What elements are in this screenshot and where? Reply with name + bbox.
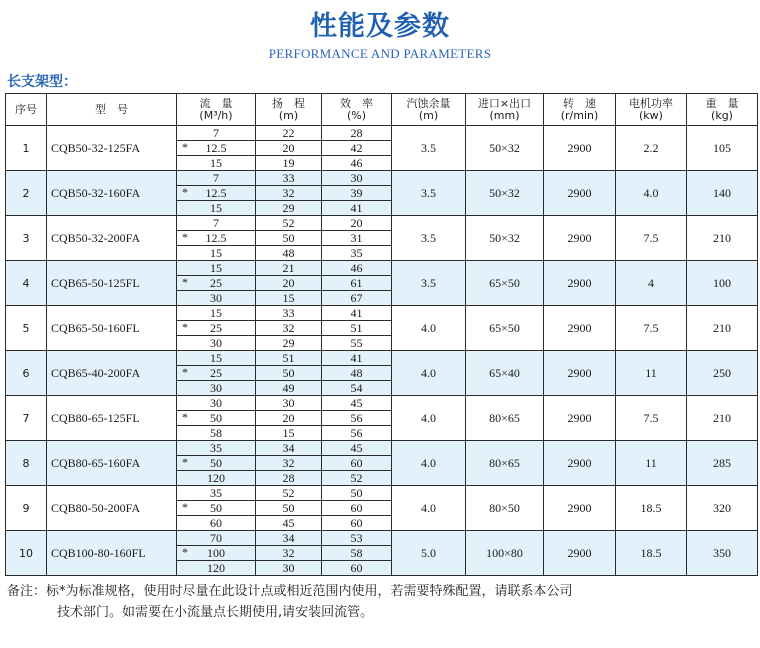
head-cell: 33	[256, 171, 322, 186]
head-cell: 34	[256, 441, 322, 456]
flow-value: 12.5	[205, 185, 227, 200]
row-number: 6	[6, 351, 47, 396]
head-cell: 52	[256, 216, 322, 231]
model-cell: CQB65-40-200FA	[47, 351, 177, 396]
efficiency-cell: 61	[322, 276, 392, 291]
head-cell: 51	[256, 351, 322, 366]
flow-value: 15	[210, 155, 222, 170]
flow-value: 30	[210, 290, 222, 305]
column-header-unit: (kw)	[639, 108, 663, 122]
head-cell: 21	[256, 261, 322, 276]
port-size-cell: 80×50	[466, 486, 544, 531]
flow-cell	[177, 441, 256, 456]
flow-cell	[177, 306, 256, 321]
flow-value: 58	[210, 425, 222, 440]
column-header	[687, 94, 758, 126]
weight-cell: 285	[687, 441, 758, 486]
section-label: 长支架型：	[7, 74, 77, 90]
speed-cell: 2900	[544, 486, 616, 531]
port-size-cell: 65×50	[466, 306, 544, 351]
weight-cell: 105	[687, 126, 758, 171]
flow-value: 7	[213, 125, 219, 140]
table-body	[6, 126, 758, 576]
flow-value: 7	[213, 170, 219, 185]
table-row	[6, 351, 758, 366]
head-cell: 50	[256, 366, 322, 381]
flow-cell	[177, 546, 256, 561]
npsh-cell: 4.0	[392, 486, 466, 531]
weight-cell: 250	[687, 351, 758, 396]
flow-cell	[177, 426, 256, 441]
flow-value: 15	[210, 245, 222, 260]
column-header	[616, 94, 687, 126]
efficiency-cell: 55	[322, 336, 392, 351]
npsh-cell: 3.5	[392, 216, 466, 261]
flow-value: 15	[210, 350, 222, 365]
flow-value: 50	[210, 410, 222, 425]
efficiency-cell: 41	[322, 306, 392, 321]
head-cell: 20	[256, 141, 322, 156]
flow-value: 60	[210, 515, 222, 530]
efficiency-cell: 54	[322, 381, 392, 396]
row-number: 3	[6, 216, 47, 261]
model-cell: CQB65-50-125FL	[47, 261, 177, 306]
npsh-cell: 5.0	[392, 531, 466, 576]
speed-cell: 2900	[544, 396, 616, 441]
flow-value: 35	[210, 485, 222, 500]
head-cell: 29	[256, 201, 322, 216]
power-cell: 18.5	[616, 531, 687, 576]
head-cell: 22	[256, 126, 322, 141]
head-cell: 15	[256, 291, 322, 306]
design-point-mark: *	[182, 500, 188, 514]
power-cell: 4.0	[616, 171, 687, 216]
efficiency-cell: 60	[322, 561, 392, 576]
speed-cell: 2900	[544, 441, 616, 486]
row-number: 10	[6, 531, 47, 576]
flow-value: 30	[210, 380, 222, 395]
table-row	[6, 306, 758, 321]
weight-cell: 140	[687, 171, 758, 216]
head-cell: 20	[256, 411, 322, 426]
flow-value: 120	[207, 470, 225, 485]
flow-value: 50	[210, 455, 222, 470]
column-header-label: 重 量	[705, 96, 739, 110]
design-point-mark: *	[182, 140, 188, 154]
efficiency-cell: 56	[322, 411, 392, 426]
column-header-label: 汽蚀余量	[406, 96, 451, 110]
power-cell: 7.5	[616, 396, 687, 441]
performance-table	[5, 93, 758, 576]
port-size-cell: 80×65	[466, 441, 544, 486]
efficiency-cell: 60	[322, 501, 392, 516]
npsh-cell: 4.0	[392, 351, 466, 396]
head-cell: 28	[256, 471, 322, 486]
head-cell: 30	[256, 561, 322, 576]
row-number: 5	[6, 306, 47, 351]
efficiency-cell: 31	[322, 231, 392, 246]
column-header-unit: (%)	[346, 108, 367, 122]
efficiency-cell: 60	[322, 456, 392, 471]
column-header	[392, 94, 466, 126]
flow-cell	[177, 171, 256, 186]
column-header-label: 效 率	[340, 96, 373, 110]
port-size-cell: 100×80	[466, 531, 544, 576]
weight-cell: 100	[687, 261, 758, 306]
footnote-line-1: 备注：标*为标准规格，使用时尽量在此设计点或相近范围内使用，若需要特殊配置，请联系本公司	[7, 584, 573, 599]
power-cell: 11	[616, 351, 687, 396]
column-header	[466, 94, 544, 126]
efficiency-cell: 48	[322, 366, 392, 381]
flow-cell	[177, 276, 256, 291]
model-cell: CQB80-50-200FA	[47, 486, 177, 531]
flow-cell	[177, 531, 256, 546]
flow-cell	[177, 351, 256, 366]
column-header-label: 扬 程	[272, 96, 305, 110]
table-row	[6, 441, 758, 456]
flow-value: 30	[210, 335, 222, 350]
flow-cell	[177, 501, 256, 516]
flow-value: 15	[210, 260, 222, 275]
flow-value: 12.5	[205, 140, 227, 155]
flow-cell	[177, 471, 256, 486]
speed-cell: 2900	[544, 171, 616, 216]
flow-value: 25	[210, 275, 222, 290]
table-header-row	[6, 94, 758, 126]
column-header-label: 转 速	[563, 96, 596, 110]
head-cell: 19	[256, 156, 322, 171]
column-header	[47, 94, 177, 126]
flow-cell	[177, 381, 256, 396]
efficiency-cell: 46	[322, 156, 392, 171]
flow-cell	[177, 336, 256, 351]
footnote	[7, 581, 757, 623]
weight-cell: 210	[687, 216, 758, 261]
design-point-mark: *	[182, 185, 188, 199]
column-header	[544, 94, 616, 126]
head-cell: 33	[256, 306, 322, 321]
head-cell: 34	[256, 531, 322, 546]
speed-cell: 2900	[544, 126, 616, 171]
port-size-cell: 50×32	[466, 171, 544, 216]
efficiency-cell: 51	[322, 321, 392, 336]
flow-value: 120	[207, 560, 225, 575]
design-point-mark: *	[182, 275, 188, 289]
head-cell: 32	[256, 186, 322, 201]
flow-value: 7	[213, 215, 219, 230]
column-header	[256, 94, 322, 126]
speed-cell: 2900	[544, 261, 616, 306]
model-cell: CQB80-65-125FL	[47, 396, 177, 441]
weight-cell: 210	[687, 306, 758, 351]
row-number: 1	[6, 126, 47, 171]
efficiency-cell: 28	[322, 126, 392, 141]
flow-value: 12.5	[205, 230, 227, 245]
flow-value: 50	[210, 500, 222, 515]
column-header-label: 序号	[15, 102, 37, 116]
model-cell: CQB50-32-125FA	[47, 126, 177, 171]
table-row	[6, 486, 758, 501]
flow-value: 15	[210, 200, 222, 215]
footnote-line-2: 技术部门。如需要在小流量点长期使用,请安装回流管。	[57, 605, 374, 620]
efficiency-cell: 50	[322, 486, 392, 501]
flow-cell	[177, 396, 256, 411]
design-point-mark: *	[182, 320, 188, 334]
table-row	[6, 126, 758, 141]
npsh-cell: 4.0	[392, 306, 466, 351]
row-number: 2	[6, 171, 47, 216]
column-header-unit: (mm)	[489, 108, 520, 122]
power-cell: 7.5	[616, 306, 687, 351]
efficiency-cell: 53	[322, 531, 392, 546]
efficiency-cell: 58	[322, 546, 392, 561]
efficiency-cell: 41	[322, 201, 392, 216]
power-cell: 11	[616, 441, 687, 486]
column-header-unit: (m)	[418, 108, 439, 122]
head-cell: 32	[256, 321, 322, 336]
speed-cell: 2900	[544, 531, 616, 576]
weight-cell: 320	[687, 486, 758, 531]
weight-cell: 350	[687, 531, 758, 576]
flow-value: 25	[210, 365, 222, 380]
efficiency-cell: 56	[322, 426, 392, 441]
head-cell: 20	[256, 276, 322, 291]
flow-cell	[177, 231, 256, 246]
flow-cell	[177, 126, 256, 141]
design-point-mark: *	[182, 410, 188, 424]
flow-cell	[177, 186, 256, 201]
column-header-unit: (kg)	[711, 108, 733, 122]
npsh-cell: 3.5	[392, 126, 466, 171]
flow-value: 100	[207, 545, 225, 560]
flow-cell	[177, 216, 256, 231]
page-subtitle: PERFORMANCE AND PARAMETERS	[268, 46, 492, 61]
column-header	[322, 94, 392, 126]
column-header-unit: (m)	[278, 108, 299, 122]
table-row	[6, 216, 758, 231]
flow-cell	[177, 291, 256, 306]
head-cell: 49	[256, 381, 322, 396]
efficiency-cell: 46	[322, 261, 392, 276]
head-cell: 52	[256, 486, 322, 501]
flow-cell	[177, 561, 256, 576]
head-cell: 30	[256, 396, 322, 411]
column-header-label: 电机功率	[629, 96, 673, 110]
port-size-cell: 65×50	[466, 261, 544, 306]
column-header-label: 流 量	[199, 96, 233, 110]
design-point-mark: *	[182, 230, 188, 244]
column-header-unit: (r/min)	[560, 108, 599, 122]
efficiency-cell: 52	[322, 471, 392, 486]
flow-cell	[177, 456, 256, 471]
head-cell: 32	[256, 456, 322, 471]
flow-value: 35	[210, 440, 222, 455]
table-row	[6, 171, 758, 186]
efficiency-cell: 30	[322, 171, 392, 186]
head-cell: 45	[256, 516, 322, 531]
flow-cell	[177, 486, 256, 501]
flow-cell	[177, 516, 256, 531]
port-size-cell: 80×65	[466, 396, 544, 441]
design-point-mark: *	[182, 365, 188, 379]
table-row	[6, 396, 758, 411]
design-point-mark: *	[182, 545, 188, 559]
port-size-cell: 50×32	[466, 126, 544, 171]
head-cell: 32	[256, 546, 322, 561]
power-cell: 18.5	[616, 486, 687, 531]
flow-cell	[177, 321, 256, 336]
flow-cell	[177, 261, 256, 276]
head-cell: 15	[256, 426, 322, 441]
npsh-cell: 4.0	[392, 441, 466, 486]
flow-cell	[177, 411, 256, 426]
flow-value: 15	[210, 305, 222, 320]
table-row	[6, 261, 758, 276]
speed-cell: 2900	[544, 306, 616, 351]
flow-cell	[177, 366, 256, 381]
speed-cell: 2900	[544, 351, 616, 396]
weight-cell: 210	[687, 396, 758, 441]
column-header	[6, 94, 47, 126]
flow-cell	[177, 201, 256, 216]
efficiency-cell: 67	[322, 291, 392, 306]
efficiency-cell: 35	[322, 246, 392, 261]
model-cell: CQB50-32-160FA	[47, 171, 177, 216]
efficiency-cell: 45	[322, 396, 392, 411]
flow-cell	[177, 141, 256, 156]
flow-cell	[177, 156, 256, 171]
head-cell: 48	[256, 246, 322, 261]
power-cell: 2.2	[616, 126, 687, 171]
efficiency-cell: 41	[322, 351, 392, 366]
head-cell: 50	[256, 231, 322, 246]
column-header	[177, 94, 256, 126]
efficiency-cell: 39	[322, 186, 392, 201]
model-cell: CQB100-80-160FL	[47, 531, 177, 576]
row-number: 4	[6, 261, 47, 306]
flow-cell	[177, 246, 256, 261]
head-cell: 50	[256, 501, 322, 516]
npsh-cell: 3.5	[392, 171, 466, 216]
row-number: 9	[6, 486, 47, 531]
design-point-mark: *	[182, 455, 188, 469]
npsh-cell: 3.5	[392, 261, 466, 306]
row-number: 7	[6, 396, 47, 441]
efficiency-cell: 60	[322, 516, 392, 531]
power-cell: 7.5	[616, 216, 687, 261]
npsh-cell: 4.0	[392, 396, 466, 441]
port-size-cell: 50×32	[466, 216, 544, 261]
flow-value: 25	[210, 320, 222, 335]
speed-cell: 2900	[544, 216, 616, 261]
row-number: 8	[6, 441, 47, 486]
column-header-label: 进口×出口	[477, 96, 532, 110]
model-cell: CQB65-50-160FL	[47, 306, 177, 351]
model-cell: CQB50-32-200FA	[47, 216, 177, 261]
port-size-cell: 65×40	[466, 351, 544, 396]
efficiency-cell: 20	[322, 216, 392, 231]
column-header-unit: (M³/h)	[199, 108, 233, 122]
flow-value: 70	[210, 530, 222, 545]
power-cell: 4	[616, 261, 687, 306]
flow-value: 30	[210, 395, 222, 410]
head-cell: 29	[256, 336, 322, 351]
table-row	[6, 531, 758, 546]
page-title: 性能及参数	[310, 11, 450, 42]
efficiency-cell: 42	[322, 141, 392, 156]
efficiency-cell: 45	[322, 441, 392, 456]
column-header-label: 型 号	[95, 102, 128, 116]
model-cell: CQB80-65-160FA	[47, 441, 177, 486]
